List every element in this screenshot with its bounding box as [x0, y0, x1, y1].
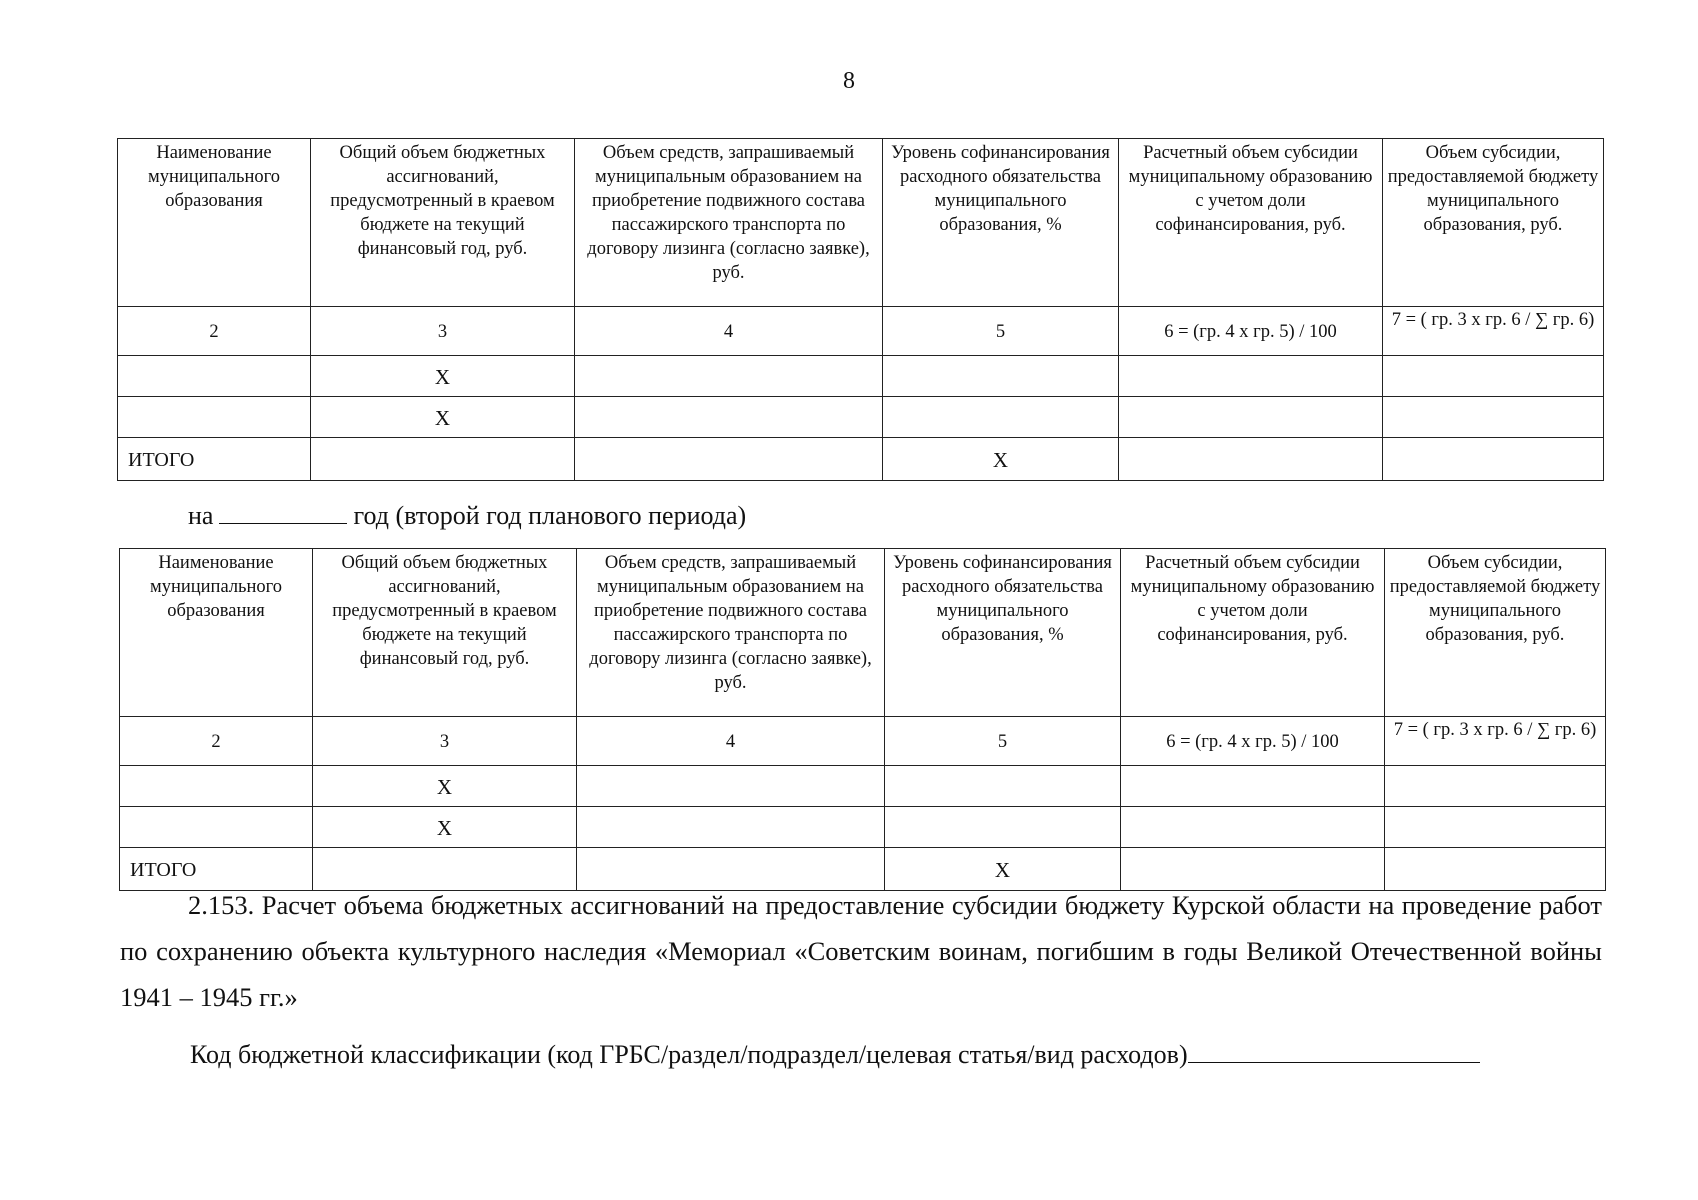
x-mark: Х	[313, 766, 577, 807]
column-number-row	[120, 717, 1606, 766]
table-cell	[885, 766, 1121, 807]
x-mark: Х	[885, 848, 1121, 891]
table-cell	[1119, 438, 1383, 481]
x-mark: Х	[883, 438, 1119, 481]
period-prefix: на	[188, 501, 214, 530]
table-cell	[885, 807, 1121, 848]
table-cell	[883, 356, 1119, 397]
column-number: 3	[311, 307, 575, 356]
section-paragraph: 2.153. Расчет объема бюджетных ассигнований на предоставление субсидии бюджету Курской области на проведение работ по сохранению объекта культурного наследия «Мемориал «Советским воинам, погибшим в годы Великой Отечественной войны 1941 – 1945 гг.»	[120, 890, 1602, 1012]
header-municipality: Наименование муниципального образования	[118, 139, 311, 307]
table-cell	[883, 397, 1119, 438]
table-cell	[577, 807, 885, 848]
header-estimated-subsidy: Расчетный объем субсидии муниципальному образованию с учетом доли софинансирования, руб.	[1121, 549, 1385, 717]
column-formula: 6 = (гр. 4 х гр. 5) / 100	[1121, 717, 1385, 766]
header-cofinancing-level: Уровень софинансирования расходного обязательства муниципального образования, %	[885, 549, 1121, 717]
column-formula: 7 = ( гр. 3 х гр. 6 / ∑ гр. 6)	[1385, 717, 1606, 766]
table-cell	[1383, 397, 1604, 438]
subsidy-table-second	[119, 548, 1606, 891]
column-number: 2	[118, 307, 311, 356]
header-municipality: Наименование муниципального образования	[120, 549, 313, 717]
column-number: 5	[883, 307, 1119, 356]
x-mark: Х	[311, 356, 575, 397]
table-cell	[575, 438, 883, 481]
total-label: ИТОГО	[118, 438, 311, 481]
header-total-appropriations: Общий объем бюджетных ассигнований, предусмотренный в краевом бюджете на текущий финансовый год, руб.	[311, 139, 575, 307]
column-number: 5	[885, 717, 1121, 766]
table-cell	[1121, 766, 1385, 807]
period-suffix: год (второй год планового периода)	[353, 501, 747, 530]
column-number: 2	[120, 717, 313, 766]
header-requested-amount: Объем средств, запрашиваемый муниципальным образованием на приобретение подвижного состава пассажирского транспорта по договору лизинга (согласно заявке), руб.	[575, 139, 883, 307]
table-cell	[120, 766, 313, 807]
column-number-row	[118, 307, 1604, 356]
column-number: 3	[313, 717, 577, 766]
table-cell	[575, 397, 883, 438]
period-line	[188, 499, 746, 531]
table-cell	[1385, 807, 1606, 848]
column-number: 4	[577, 717, 885, 766]
table-cell	[1383, 356, 1604, 397]
table-cell	[575, 356, 883, 397]
table-header-row	[118, 139, 1604, 307]
table-cell	[1119, 356, 1383, 397]
table-cell	[1383, 438, 1604, 481]
header-subsidy-amount: Объем субсидии, предоставляемой бюджету муниципального образования, руб.	[1383, 139, 1604, 307]
table-cell	[118, 397, 311, 438]
header-estimated-subsidy: Расчетный объем субсидии муниципальному образованию с учетом доли софинансирования, руб.	[1119, 139, 1383, 307]
column-number: 4	[575, 307, 883, 356]
table-cell	[1385, 766, 1606, 807]
table-cell	[118, 356, 311, 397]
header-subsidy-amount: Объем субсидии, предоставляемой бюджету муниципального образования, руб.	[1385, 549, 1606, 717]
header-cofinancing-level: Уровень софинансирования расходного обязательства муниципального образования, %	[883, 139, 1119, 307]
total-label: ИТОГО	[120, 848, 313, 891]
table-cell	[120, 807, 313, 848]
classification-blank-field	[1188, 1038, 1480, 1063]
table-cell	[1119, 397, 1383, 438]
table-cell	[1121, 807, 1385, 848]
budget-classification-line	[190, 1038, 1480, 1070]
column-formula: 6 = (гр. 4 х гр. 5) / 100	[1119, 307, 1383, 356]
table-cell	[311, 438, 575, 481]
header-requested-amount: Объем средств, запрашиваемый муниципальным образованием на приобретение подвижного состава пассажирского транспорта по договору лизинга (согласно заявке), руб.	[577, 549, 885, 717]
header-total-appropriations: Общий объем бюджетных ассигнований, предусмотренный в краевом бюджете на текущий финансовый год, руб.	[313, 549, 577, 717]
year-blank-field	[219, 499, 347, 524]
table-cell	[577, 766, 885, 807]
x-mark: Х	[313, 807, 577, 848]
table-row	[118, 397, 1604, 438]
table-row	[120, 766, 1606, 807]
subsidy-table-first	[117, 138, 1604, 481]
table-header-row	[120, 549, 1606, 717]
table-row	[118, 356, 1604, 397]
table-row	[120, 807, 1606, 848]
total-row	[118, 438, 1604, 481]
budget-classification-label: Код бюджетной классификации (код ГРБС/раздел/подраздел/целевая статья/вид расходов)	[190, 1040, 1188, 1069]
x-mark: Х	[311, 397, 575, 438]
column-formula: 7 = ( гр. 3 х гр. 6 / ∑ гр. 6)	[1383, 307, 1604, 356]
page-number: 8	[843, 68, 855, 94]
